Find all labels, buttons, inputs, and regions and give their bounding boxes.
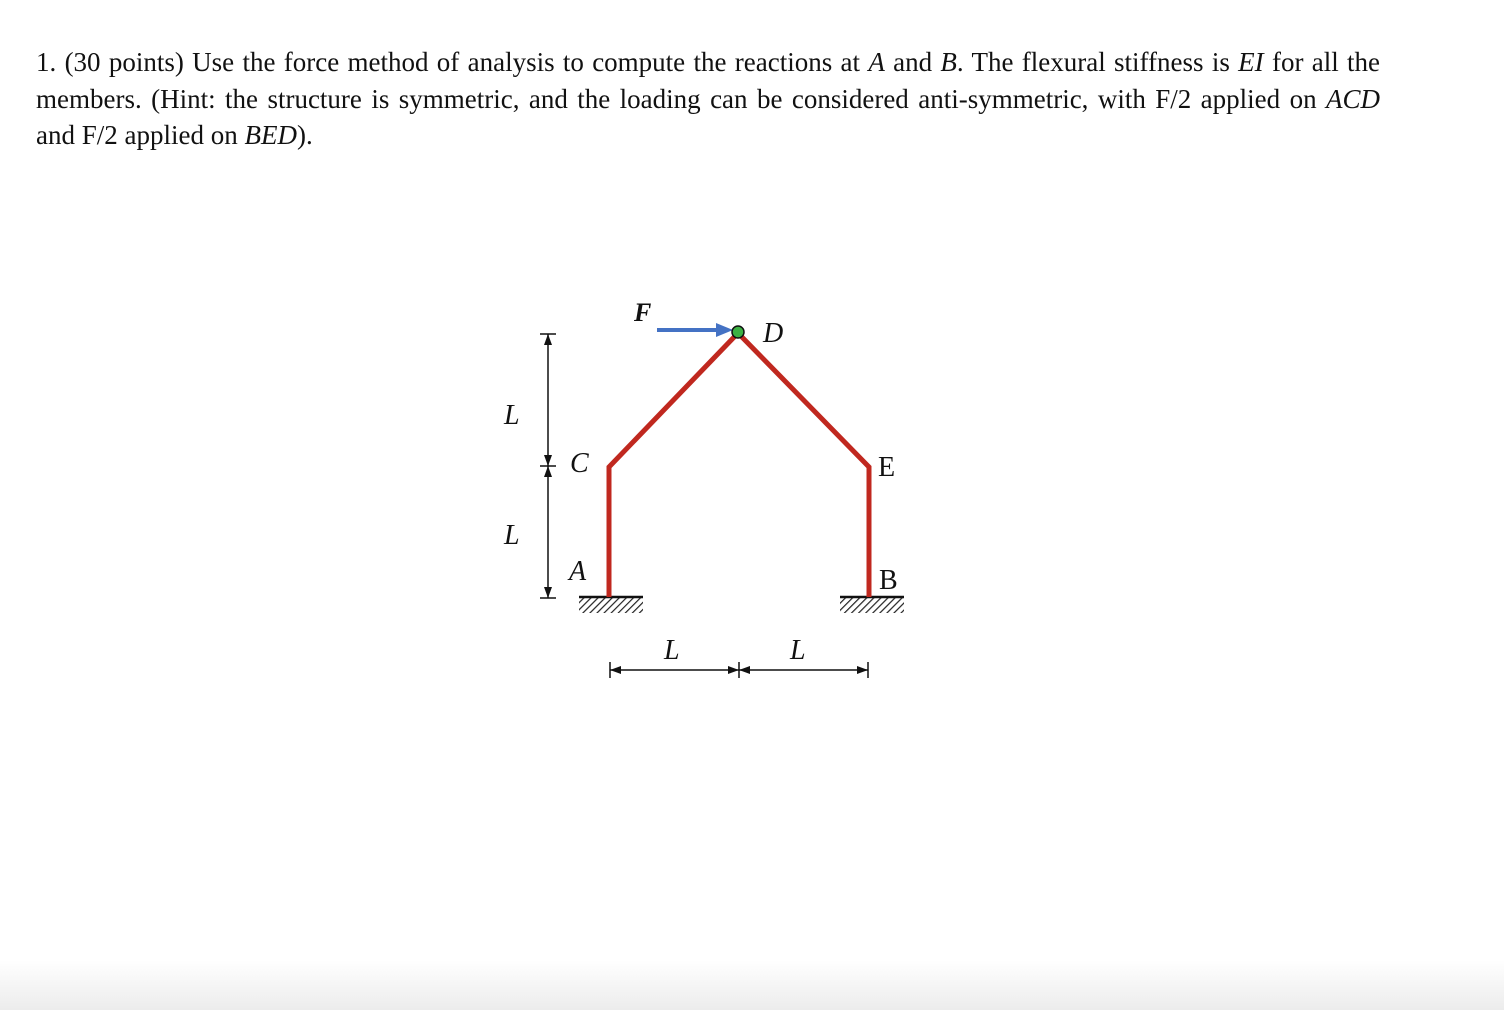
dim-vertical-upper-label: L xyxy=(504,400,520,431)
node-d-label: D xyxy=(763,318,784,349)
support-a-ground xyxy=(579,596,643,613)
node-c-label: C xyxy=(570,448,589,479)
problem-text-2: . The flexural stiffness is xyxy=(956,47,1230,77)
dim-vertical-lower-label: L xyxy=(504,520,520,551)
dim-horizontal-right-label: L xyxy=(790,635,806,666)
bottom-fade xyxy=(0,960,1504,1010)
problem-points: (30 points) xyxy=(64,47,184,77)
problem-text-5: ). xyxy=(296,120,313,150)
problem-and: and xyxy=(893,47,933,77)
support-b-ground xyxy=(840,596,904,613)
member-bed xyxy=(738,333,869,597)
dim-horizontal-left-label: L xyxy=(664,635,680,666)
problem-text-1: Use the force method of analysis to compute the reactions at xyxy=(192,47,860,77)
force-label: F xyxy=(634,298,652,327)
force-arrow xyxy=(657,323,733,337)
problem-text-3: for all the members. (Hint: the structure is symmetric, and the loading can be considered anti-symmetric, with F/2 applied on xyxy=(36,47,1381,114)
problem-text-4: and F/2 applied on xyxy=(36,120,238,150)
member-bed-ref: BED xyxy=(244,120,297,150)
support-b-ref: B xyxy=(940,47,957,77)
hinge-d xyxy=(732,326,744,338)
node-b-label: B xyxy=(879,565,898,596)
vertical-dimension xyxy=(540,334,556,598)
member-acd xyxy=(609,333,738,597)
problem-number: 1. xyxy=(36,47,57,77)
stiffness-ref: EI xyxy=(1238,47,1264,77)
horizontal-dimension xyxy=(610,662,868,678)
node-a-label: A xyxy=(569,556,587,587)
member-acd-ref: ACD xyxy=(1326,83,1380,114)
node-e-label: E xyxy=(878,452,896,483)
support-a-ref: A xyxy=(868,47,885,77)
